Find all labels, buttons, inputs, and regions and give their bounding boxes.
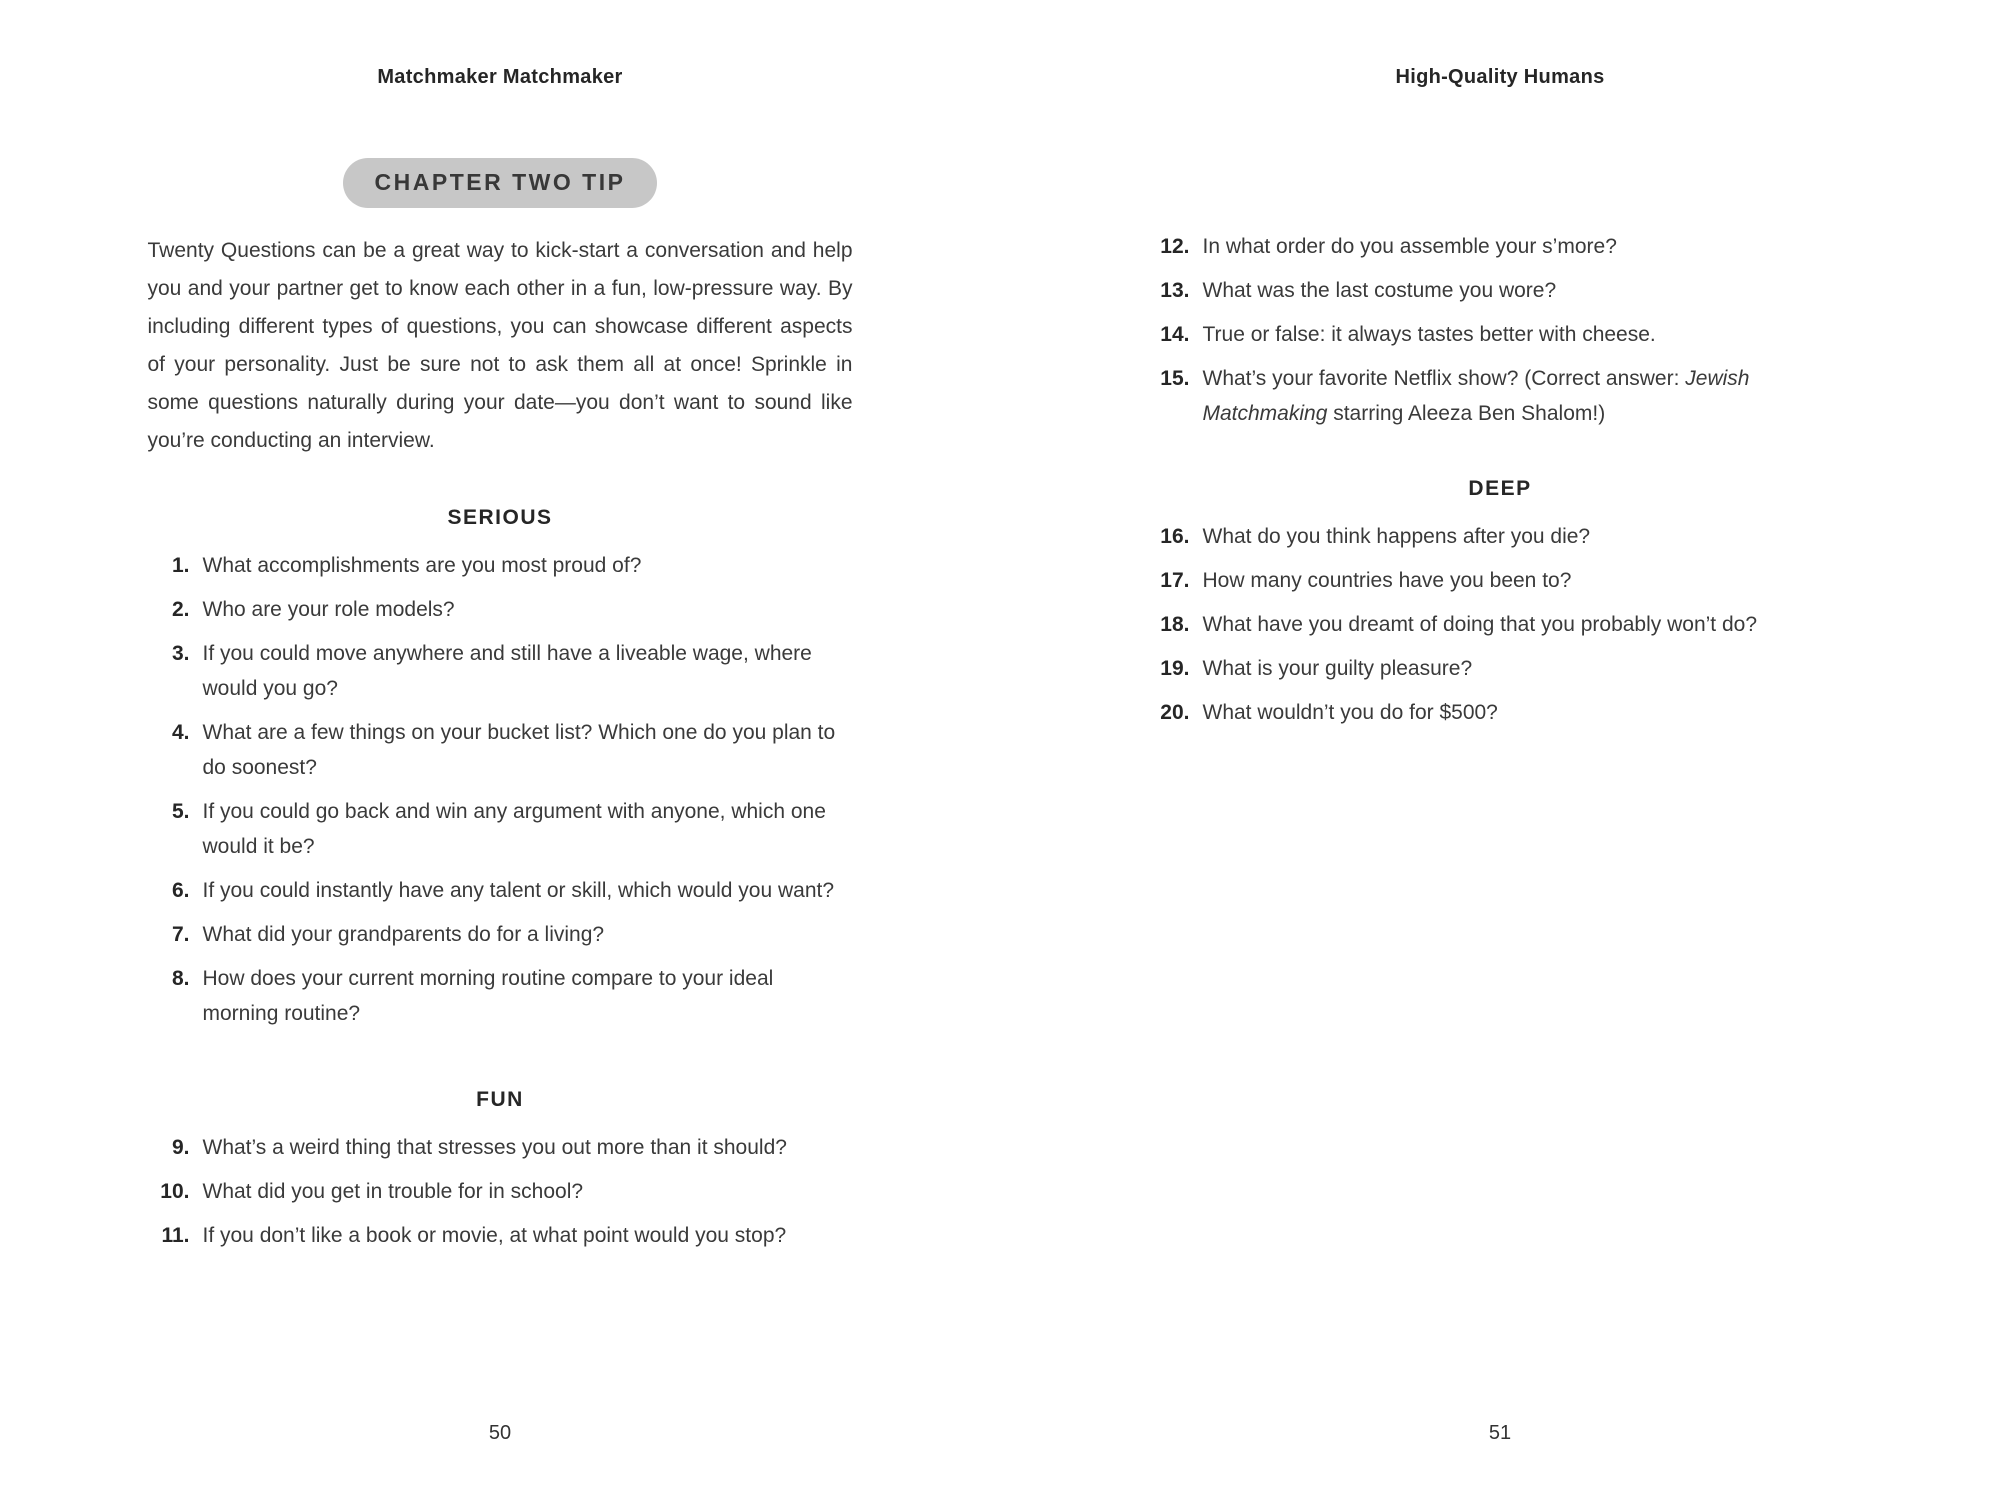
question-text: What did you get in trouble for in school?: [202, 1180, 584, 1203]
question-list-fun: [148, 1130, 853, 1253]
question-number: 17.: [1160, 569, 1190, 592]
question-item: [148, 1174, 853, 1209]
page-number-left: 50: [488, 1422, 512, 1444]
question-text: If you could go back and win any argument with anyone, which one would it be?: [202, 800, 826, 858]
page-right: [1000, 0, 2000, 1500]
question-item: [148, 1130, 853, 1165]
question-item: [148, 794, 853, 864]
question-number: 5.: [171, 800, 190, 823]
question-number: 20.: [1160, 701, 1190, 724]
question-text: What accomplishments are you most proud of?: [202, 554, 642, 577]
question-text: What’s your favorite Netflix show? (Correct answer: Jewish Matchmaking starring Aleeza Ben Shalom!): [1202, 367, 1750, 425]
question-number: 1.: [171, 554, 190, 577]
question-item: [148, 715, 853, 785]
question-list-fun-continued: [1148, 229, 1853, 431]
question-text: What wouldn’t you do for $500?: [1202, 701, 1498, 724]
question-item: [1148, 229, 1853, 264]
section-serious: [148, 506, 853, 1031]
question-number: 11.: [161, 1224, 190, 1247]
question-number: 19.: [1160, 657, 1190, 680]
question-list-serious: [148, 548, 853, 1031]
page-right-content: [1148, 0, 1853, 730]
question-number: 8.: [171, 967, 190, 990]
question-text: What’s a weird thing that stresses you out more than it should?: [202, 1136, 787, 1159]
section-heading-deep: DEEP: [1468, 477, 1532, 500]
question-number: 2.: [171, 598, 190, 621]
question-number: 12.: [1160, 235, 1190, 258]
question-number: 10.: [160, 1180, 190, 1203]
question-item: [148, 592, 853, 627]
section-heading-fun: FUN: [476, 1088, 524, 1111]
question-text: What are a few things on your bucket list? Which one do you plan to do soonest?: [202, 721, 836, 779]
question-text: In what order do you assemble your s’more?: [1202, 235, 1617, 258]
question-item: [1148, 607, 1853, 642]
chapter-tip-badge: CHAPTER TWO TIP: [343, 158, 658, 208]
page-left-content: [148, 0, 853, 1253]
running-head-left: Matchmaker Matchmaker: [377, 66, 623, 88]
question-text: How many countries have you been to?: [1202, 569, 1572, 592]
question-text: What did your grandparents do for a living?: [202, 923, 605, 946]
question-number: 7.: [171, 923, 190, 946]
question-text: If you could instantly have any talent or skill, which would you want?: [202, 879, 835, 902]
question-number: 15.: [1160, 367, 1190, 390]
question-item: [148, 873, 853, 908]
question-item: [1148, 361, 1853, 431]
question-item: [1148, 519, 1853, 554]
section-deep: [1148, 477, 1853, 730]
question-item: [1148, 273, 1853, 308]
question-text: If you could move anywhere and still have a liveable wage, where would you go?: [202, 642, 812, 700]
question-item: [148, 548, 853, 583]
question-item: [1148, 695, 1853, 730]
question-number: 6.: [171, 879, 190, 902]
question-number: 3.: [171, 642, 190, 665]
section-heading-serious: SERIOUS: [447, 506, 553, 529]
question-number: 14.: [1160, 323, 1190, 346]
question-text: True or false: it always tastes better with cheese.: [1202, 323, 1656, 346]
question-item: [148, 961, 853, 1031]
question-number: 18.: [1160, 613, 1190, 636]
question-number: 16.: [1160, 525, 1190, 548]
section-fun: [148, 1088, 853, 1253]
question-text: What is your guilty pleasure?: [1202, 657, 1473, 680]
question-text: What have you dreamt of doing that you probably won’t do?: [1202, 613, 1758, 636]
question-text: If you don’t like a book or movie, at what point would you stop?: [202, 1224, 787, 1247]
question-item: [148, 1218, 853, 1253]
question-number: 4.: [171, 721, 190, 744]
question-item: [1148, 563, 1853, 598]
question-item: [1148, 651, 1853, 686]
question-text: What was the last costume you wore?: [1202, 279, 1557, 302]
question-item: [1148, 317, 1853, 352]
question-text: Who are your role models?: [202, 598, 455, 621]
question-list-deep: [1148, 519, 1853, 730]
question-text: What do you think happens after you die?: [1202, 525, 1591, 548]
question-item: [148, 917, 853, 952]
question-item: [148, 636, 853, 706]
intro-paragraph: Twenty Questions can be a great way to kick-start a conversation and help you and your partner get to know each other in a fun, low-pressure way. By including different types of questions, you can showcase different aspects of your personality. Just be sure not to ask them all at once! Sprinkle in some questions naturally during your date—you don’t want to sound like you’re conducting an interview.: [147, 239, 853, 452]
question-number: 9.: [171, 1136, 190, 1159]
question-text: How does your current morning routine compare to your ideal morning routine?: [202, 967, 774, 1025]
page-number-right: 51: [1488, 1422, 1512, 1444]
section-fun-continued: [1148, 229, 1853, 431]
question-number: 13.: [1160, 279, 1190, 302]
running-head-right: High-Quality Humans: [1395, 66, 1605, 88]
